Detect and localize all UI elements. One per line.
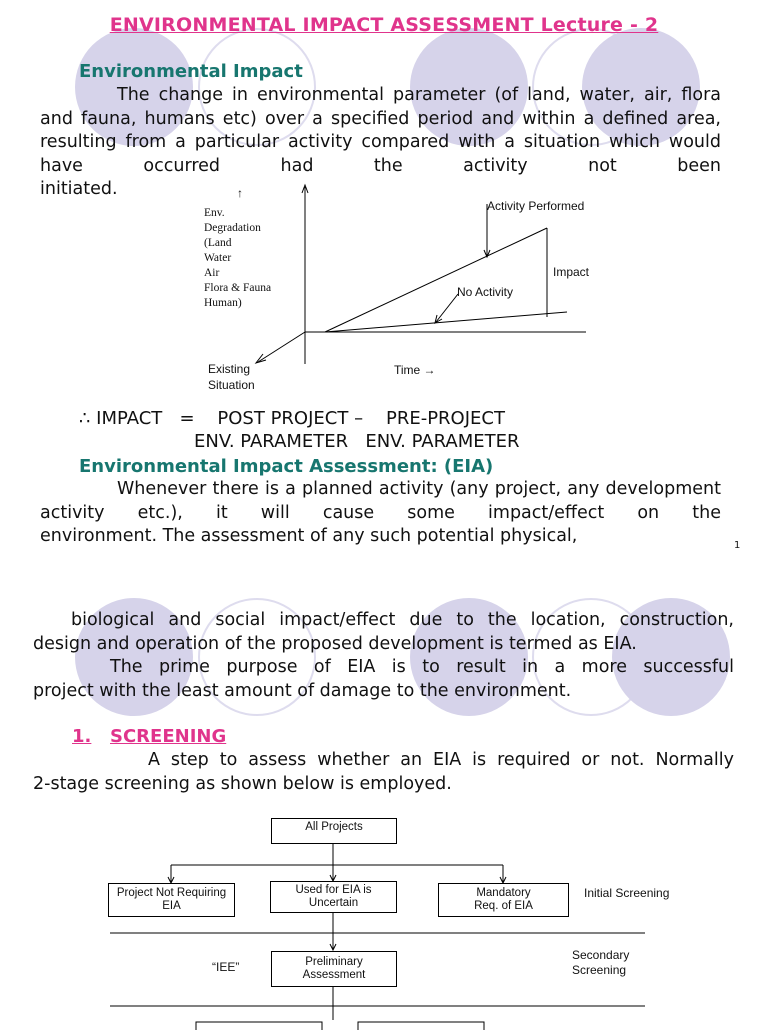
y-label-line: Human)	[204, 297, 242, 309]
graph-y-label	[204, 206, 271, 311]
existing-line: Situation	[208, 378, 255, 392]
box-not-requiring-eia: Project Not Requiring EIA	[108, 883, 235, 917]
screening-number: 1.	[72, 726, 92, 747]
eia-paragraph	[40, 478, 721, 549]
purpose-text-last: project with the least amount of damage to the environment.	[33, 680, 572, 701]
label-time: Time →	[394, 363, 436, 377]
section-heading-eia: Environmental Impact Assessment: (EIA)	[79, 456, 494, 477]
env-impact-text-last: initiated.	[40, 179, 118, 199]
screening-paragraph	[33, 749, 734, 796]
screening-text: A step to assess whether an EIA is required or not. Normally	[148, 750, 734, 770]
y-label-line: Degradation	[204, 222, 261, 234]
impact-formula-line1: ∴ IMPACT = POST PROJECT – PRE-PROJECT	[79, 408, 505, 429]
existing-line: Existing	[208, 362, 251, 376]
label-secondary-screening: Secondary Screening	[572, 948, 630, 977]
screening-text-last: 2-stage screening as shown below is employed.	[33, 773, 452, 794]
env-impact-text: The change in environmental parameter (of land, water, air, flora and fauna, humans etc) over a specified period and within a defined area, resulting from a particular activity compared with a situation which would have occurred had the activity not been	[40, 85, 721, 176]
label-existing-situation	[208, 361, 255, 393]
y-label-line: Env.	[204, 207, 225, 219]
box-uncertain: Used for EIA is Uncertain	[270, 881, 397, 913]
label-iee: “IEE”	[212, 960, 240, 974]
label-no-activity: No Activity	[457, 285, 514, 299]
label-impact: Impact	[553, 265, 590, 279]
y-label-line: (Land	[204, 237, 232, 249]
y-label-line: Flora & Fauna	[204, 282, 272, 294]
label-activity-performed: Activity Performed	[487, 199, 585, 213]
impact-graph	[200, 182, 620, 397]
page-number: 1	[734, 540, 741, 551]
continuation-text: biological and social impact/effect due to the location, construction,	[71, 610, 734, 630]
label-initial-screening: Initial Screening	[584, 886, 670, 900]
eia-text-last: environment. The assessment of any such potential physical,	[40, 526, 578, 546]
box-preliminary-assessment: Preliminary Assessment	[271, 951, 397, 987]
impact-formula-line2: ENV. PARAMETER ENV. PARAMETER	[194, 431, 520, 452]
eia-text: Whenever there is a planned activity (any project, any development activity etc.), it will cause some impact/effect on the	[40, 479, 721, 523]
continuation-paragraph	[33, 609, 734, 703]
page-title: ENVIRONMENTAL IMPACT ASSESSMENT Lecture - 2	[109, 14, 659, 36]
y-label-line: Air	[204, 267, 220, 279]
box-mandatory: Mandatory Req. of EIA	[438, 883, 569, 917]
purpose-text: The prime purpose of EIA is to result in a more successful	[110, 657, 734, 677]
graph-arrow-icon: ↑	[237, 186, 243, 200]
box-all-projects: All Projects	[271, 818, 397, 844]
screening-heading: SCREENING	[110, 726, 227, 747]
y-label-line: Water	[204, 252, 232, 264]
continuation-text-last: design and operation of the proposed development is termed as EIA.	[33, 633, 637, 654]
section-heading-env-impact: Environmental Impact	[79, 61, 303, 82]
